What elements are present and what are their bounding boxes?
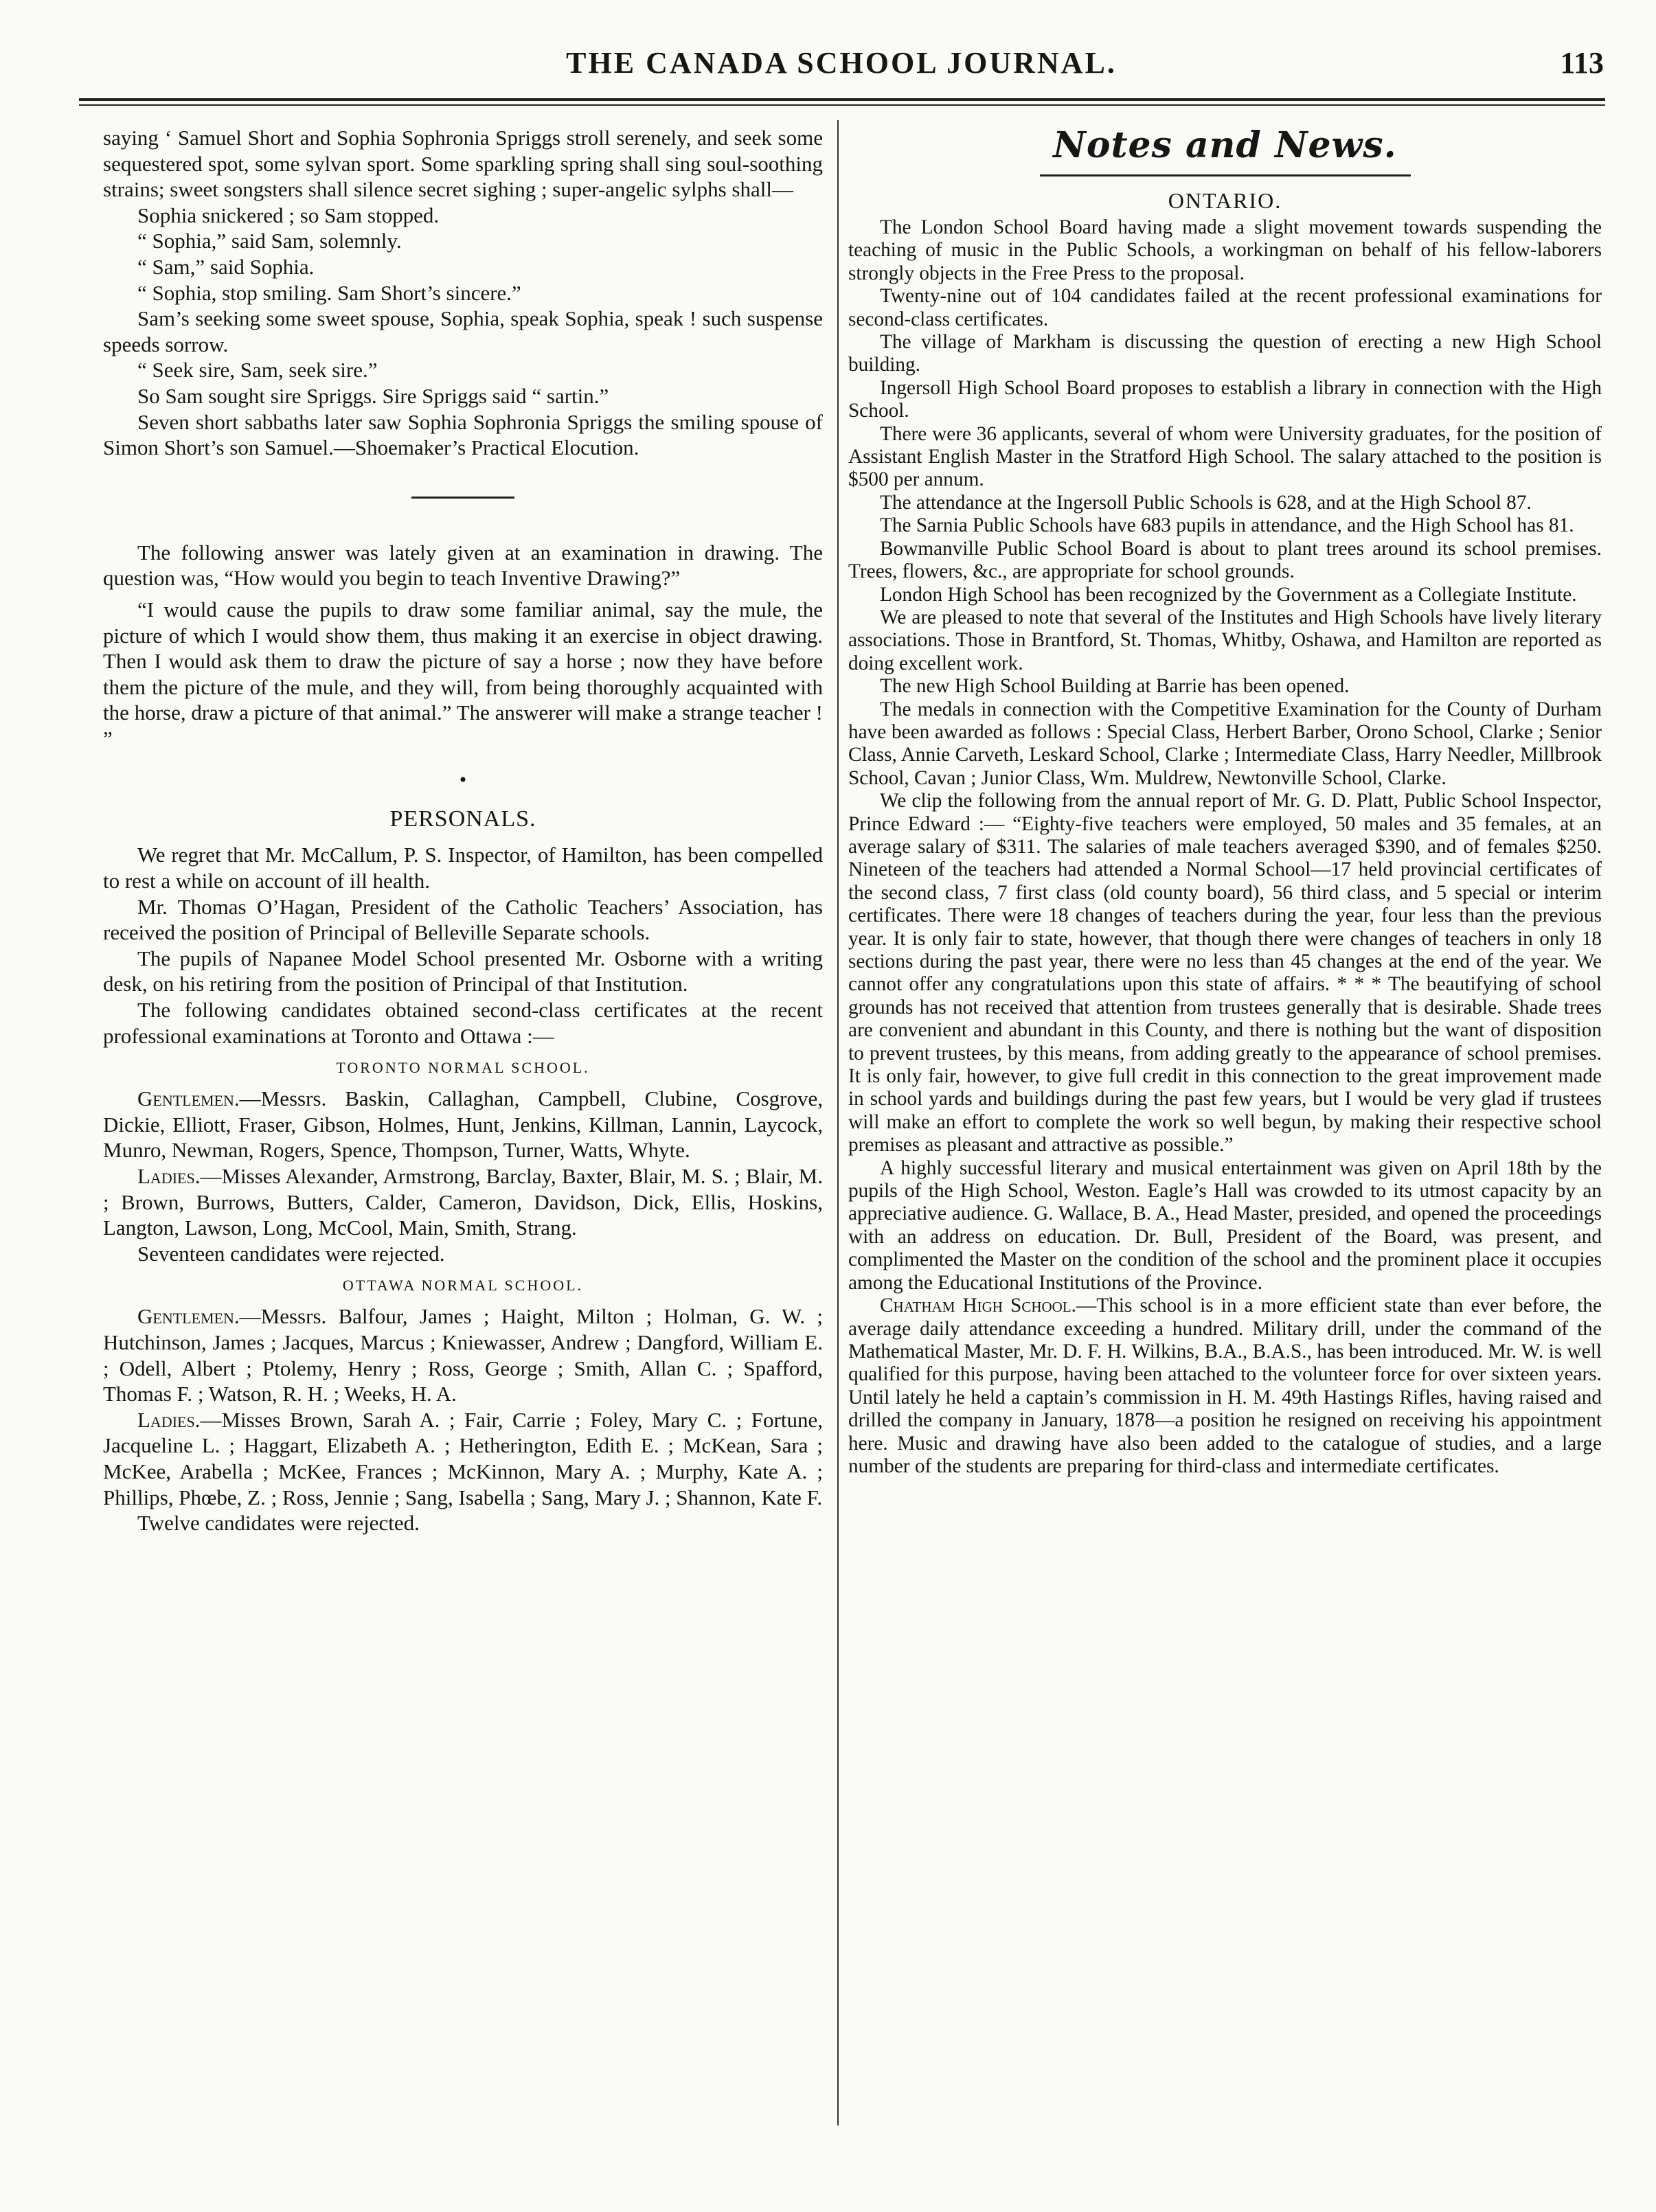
news-item: We clip the following from the annual report of Mr. G. D. Platt, Public School Inspector, Prince Edward :— “Eighty-five teachers were employed, 50 males and 35 females, at an average salary of $311. The salaries of male teachers averaged $390, and of females $250. Nineteen of the teachers had attended a Normal School—17 held provincial certificates of the second class, 7 first class (old county board), 56 third class, and 5 special or interim certificates. There were 18 changes of teachers during the year, four less than the previous year. It is only fair to state, however, that though there were changes of teachers in only 18 sections during the past year, there were no less than 45 changes at the end of the year. We cannot offer any congratulations upon this state of affairs. * * * The beautifying of school grounds has not received that attention from trustees generally that is desirable. Shade trees are convenient and abundant in this County, and there is nothing but the want of disposition to prevent trustees, by this means, from adding greatly to the appearance of school premises. It is only fair, however, to give full credit in this connection to the great improvement made in school yards and buildings during the past few years, but I would be very glad if trustees will make an effort to complete the work so well begun, by making their respective school premises as pleasant and attractive as possible.” — [848, 790, 1602, 1156]
ottawa-gentlemen — [103, 1303, 823, 1406]
news-item: The attendance at the Ingersoll Public Schools is 628, and at the High School 87. — [880, 491, 1532, 514]
ottawa-school-title: OTTAWA NORMAL SCHOOL. — [342, 1277, 584, 1295]
story-paragraph: “ Sophia, stop smiling. Sam Short’s sincere.” — [137, 280, 521, 305]
toronto-rejected: Seventeen candidates were rejected. — [137, 1241, 445, 1266]
page-number: 113 — [1560, 46, 1604, 80]
news-item: Bowmanville Public School Board is about to plant trees around its school premises. Trees, flowers, &c., are appropriate for school grounds. — [848, 537, 1602, 583]
header-rule-thick — [79, 98, 1605, 101]
drawing-paragraph: The following answer was lately given at an examination in drawing. The question was, “How would you begin to teach Inventive Drawing?” — [103, 540, 823, 591]
chatham-item — [848, 1295, 1602, 1478]
news-item: The Sarnia Public Schools have 683 pupils in attendance, and the High School has 81. — [880, 514, 1574, 537]
ottawa-rejected: Twelve candidates were rejected. — [137, 1511, 420, 1536]
page-header — [79, 45, 1604, 84]
story-paragraph: Sophia snickered ; so Sam stopped. — [137, 203, 440, 227]
news-item: There were 36 applicants, several of whom were University graduates, for the position of Assistant English Master in the Stratford High School. The salary attached to the position is $500 per annum. — [848, 422, 1602, 491]
personals-paragraph: The pupils of Napanee Model School presented Mr. Osborne with a writing desk, on his retiring from the position of Principal of that Institution. — [103, 946, 823, 996]
personals-paragraph: The following candidates obtained second-class certificates at the recent professional examinations at Toronto and Ottawa :— — [103, 998, 823, 1048]
gentlemen-label: Gentlemen. — [137, 1304, 240, 1329]
personals-paragraph: Mr. Thomas O’Hagan, President of the Catholic Teachers’ Association, has received the position of Principal of Belleville Separate schools. — [103, 894, 823, 945]
story-paragraph: saying ‘ Samuel Short and Sophia Sophronia Spriggs stroll serenely, and seek some sequestered spot, some sylvan sport. Some sparkling spring shall sing soul-soothing strains; sweet songsters shall silence secret sighing ; super-angelic sylphs shall— — [103, 126, 823, 202]
chatham-label: Chatham High School. — [880, 1295, 1076, 1317]
toronto-school-title: TORONTO NORMAL SCHOOL. — [336, 1059, 590, 1077]
toronto-ladies — [103, 1163, 823, 1241]
personals-paragraph: We regret that Mr. McCallum, P. S. Inspector, of Hamilton, has been compelled to rest a while on account of ill health. — [103, 843, 823, 893]
chatham-text: —This school is in a more efficient state than ever before, the average daily attendance exceeding a hundred. Military drill, under the command of the Mathematical Master, Mr. D. F. H. Wilkins, B.A., B.A.S., has been introduced. Mr. W. is well qualified for this purpose, having been attached to the volunteer force for over sixteen years. Until lately he held a captain’s commission in H. M. 49th Hastings Rifles, having raised and drilled the company in January, 1878—a position he resigned on receiving his appointment here. Music and drawing have also been added to the catalogue of studies, and a large number of the students are preparing for third-class and intermediate certificates. — [848, 1295, 1602, 1477]
news-item: We are pleased to note that several of the Institutes and High Schools have lively literary associations. Those in Brantford, St. Thomas, Whitby, Oshawa, and Hamilton are reported as doing excellent work. — [848, 606, 1602, 674]
story-paragraph: Seven short sabbaths later saw Sophia Sophronia Spriggs the smiling spouse of Simon Short’s son Samuel.—Shoemaker’s Practical Elocution. — [103, 409, 823, 460]
personals-title: PERSONALS. — [389, 806, 536, 832]
right-column — [848, 125, 1602, 1478]
ladies-list: —Misses Alexander, Armstrong, Barclay, Baxter, Blair, M. S. ; Blair, M. ; Brown, Burrows, Butters, Calder, Cameron, Davidson, Dick, Ellis, Hoskins, Langton, Lawson, Long, McCool, Main, Smith, Strang. — [103, 1164, 823, 1240]
personals-section — [103, 806, 823, 1536]
column-divider — [837, 120, 839, 2125]
section-divider — [411, 497, 514, 499]
alliteration-story — [103, 125, 823, 461]
header-rule-thin — [79, 104, 1605, 106]
story-paragraph: “ Sam,” said Sophia. — [137, 254, 315, 279]
story-paragraph: So Sam sought sire Spriggs. Sire Spriggs said “ sartin.” — [137, 383, 609, 408]
region-heading: ONTARIO. — [1168, 188, 1282, 213]
news-item: The new High School Building at Barrie has been opened. — [880, 675, 1350, 698]
gentlemen-label: Gentlemen. — [137, 1086, 240, 1111]
news-item: Twenty-nine out of 104 candidates failed at the recent professional examinations for second-class certificates. — [848, 285, 1602, 330]
news-item: London High School has been recognized by the Government as a Collegiate Institute. — [880, 583, 1577, 606]
ladies-label: Ladies. — [137, 1164, 201, 1188]
ottawa-ladies — [103, 1407, 823, 1510]
drawing-item — [103, 540, 823, 752]
news-item: The medals in connection with the Competitive Examination for the County of Durham have been awarded as follows : Special Class, Herbert Barber, Orono School, Clarke ; Senior Class, Annie Carveth, Leskard School, Clarke ; Intermediate Class, Harry Needler, Millbrook School, Cavan ; Junior Class, Wm. Muldrew, Newtonville School, Clarke. — [848, 698, 1602, 789]
toronto-gentlemen — [103, 1086, 823, 1163]
news-item: Ingersoll High School Board proposes to establish a library in connection with the High School. — [848, 376, 1602, 422]
ladies-label: Ladies. — [137, 1407, 201, 1432]
news-item: The London School Board having made a slight movement towards suspending the teaching of music in the Public Schools, a workingman on behalf of his fellow-laborers strongly objects in the Free Press to the proposal. — [848, 216, 1602, 284]
drawing-paragraph: “I would cause the pupils to draw some familiar animal, say the mule, the picture of which I would show them, thus making it an exercise in object drawing. Then I would ask them to draw the picture of say a horse ; now they have before them the picture of the mule, and they will, from being thoroughly acquainted with the horse, draw a picture of that animal.” The answerer will make a strange teacher ! ” — [103, 597, 823, 751]
gentlemen-list: —Messrs. Baskin, Callaghan, Campbell, Clubine, Cosgrove, Dickie, Elliott, Fraser, Gibson, Holmes, Hunt, Jenkins, Killman, Lannin, Laycock, Munro, Newman, Rogers, Spence, Thompson, Turner, Watts, Whyte. — [103, 1086, 823, 1163]
title-rule — [1040, 174, 1411, 176]
story-paragraph: “ Seek sire, Sam, seek sire.” — [137, 358, 378, 383]
left-column — [103, 125, 823, 1536]
news-item: The village of Markham is discussing the question of erecting a new High School building. — [848, 331, 1602, 376]
story-paragraph: Sam’s seeking some sweet spouse, Sophia, speak Sophia, speak ! such suspense speeds sorrow. — [103, 306, 823, 356]
news-item: A highly successful literary and musical entertainment was given on April 18th by the pupils of the High School, Weston. Eagle’s Hall was crowded to its utmost capacity by an appreciative audience. G. Wallace, B. A., Head Master, presided, and opened the proceedings with an address on education. Dr. Bull, President of the Board, was present, and complimented the Master on the condition of the school and the prominent place it occupies among the Educational Institutions of the Province. — [848, 1156, 1602, 1294]
story-paragraph: “ Sophia,” said Sam, solemnly. — [137, 229, 402, 253]
gentlemen-list: —Messrs. Balfour, James ; Haight, Milton ; Holman, G. W. ; Hutchinson, James ; Jacques, Marcus ; Kniewasser, Andrew ; Dangford, William E. ; Odell, Albert ; Ptolemy, Henry ; Ross, George ; Smith, Allan C. ; Spafford, Thomas F. ; Watson, R. H. ; Weeks, H. A. — [103, 1304, 823, 1406]
bullet-separator: • — [459, 768, 467, 792]
notes-and-news-title: Notes and News. — [1053, 124, 1397, 166]
journal-title: THE CANADA SCHOOL JOURNAL. — [566, 46, 1117, 80]
ladies-list: —Misses Brown, Sarah A. ; Fair, Carrie ; Foley, Mary C. ; Fortune, Jacqueline L. ; Haggart, Elizabeth A. ; Hetherington, Edith E. ; McKean, Sara ; McKee, Arabella ; McKee, Frances ; McKinnon, Mary A. ; Murphy, Kate A. ; Phillips, Phœbe, Z. ; Ross, Jennie ; Sang, Isabella ; Sang, Mary J. ; Shannon, Kate F. — [103, 1407, 823, 1509]
